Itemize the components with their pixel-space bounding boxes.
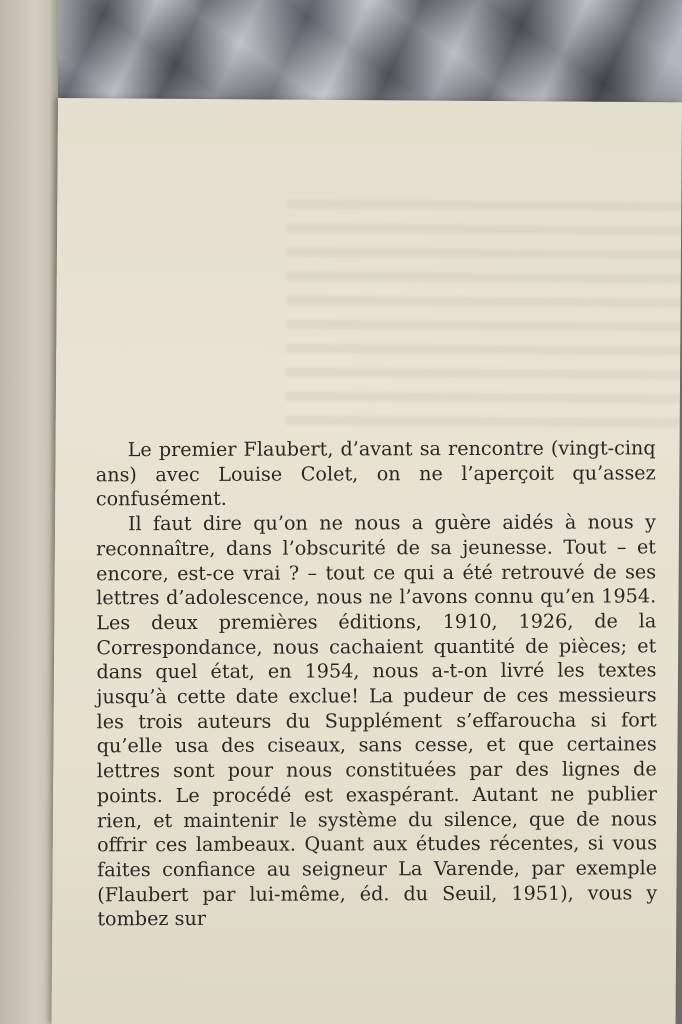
previous-page-edge: [0, 0, 58, 1024]
book-page: [52, 98, 682, 1024]
paragraph-1: Le premier Flaubert, d’avant sa rencontre (vingt-cinq ans) avec Louise Colet, on ne l’aperçoit qu’assez confusément.: [95, 436, 656, 511]
paragraph-2: Il faut dire qu’on ne nous a guère aidés à nous y reconnaître, dans l’obscurité de sa jeunesse. Tout – et encore, est-ce vrai ? – tout ce qui a été retrouvé de ses lettres d’adolescence, nous ne l’avons connu qu’en 1954. Les deux premières éditions, 1910, 1926, de la Correspondance, nous cachaient quantité de pièces; et dans quel état, en 1954, nous a-t-on livré les textes jusqu’à cette date exclue! La pudeur de ces messieurs les trois auteurs du Supplément s’effaroucha si fort qu’elle usa des ciseaux, sans cesse, et que certaines lettres sont pour nous constituées par des lignes de points. Le procédé est exaspérant. Autant ne publier rien, et maintenir le système du silence, que de nous offrir ces lambeaux. Quant aux études récentes, si vous faites confiance au seigneur La Varende, par exemple (Flaubert par lui-même, éd. du Seuil, 1951), vous y tombez sur: [95, 510, 658, 931]
body-text: [96, 436, 658, 932]
bleed-through-text: [286, 200, 682, 433]
